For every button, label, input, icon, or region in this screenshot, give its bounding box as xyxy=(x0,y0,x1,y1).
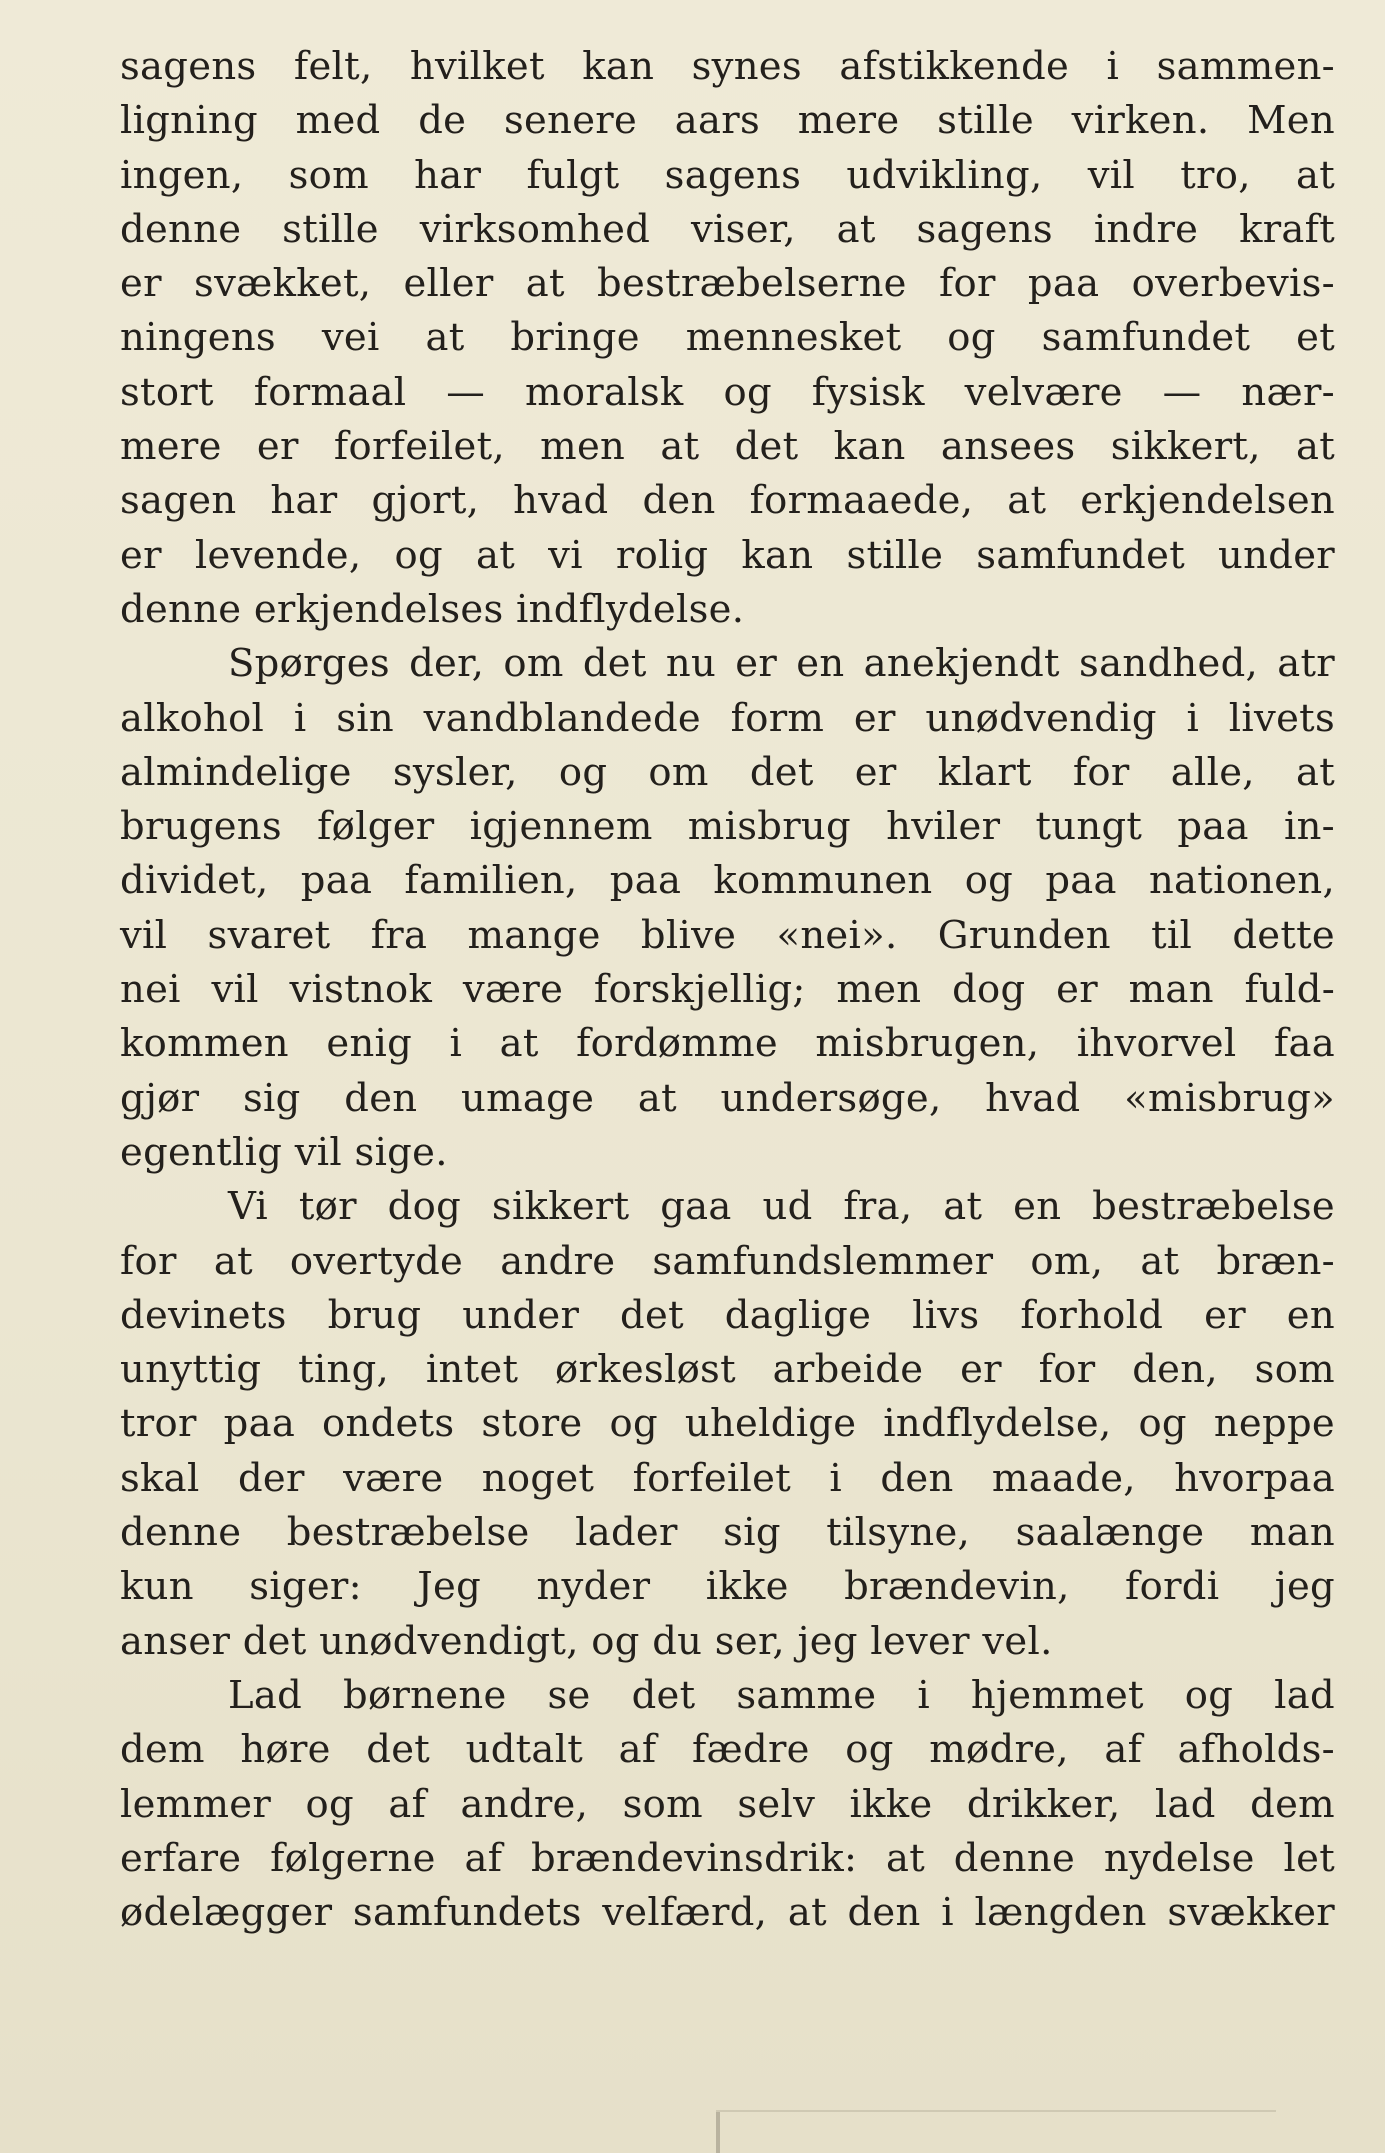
text-line: erfare følgerne af brændevinsdrik: at denne nydelse let xyxy=(120,1835,1335,1881)
text-line: lemmer og af andre, som selv ikke drikker, lad dem xyxy=(120,1781,1335,1827)
body-text xyxy=(120,40,1335,1940)
text-line: Vi tør dog sikkert gaa ud fra, at en bestræbelse xyxy=(228,1184,1335,1230)
text-line: alkohol i sin vandblandede form er unødvendig i livets xyxy=(120,695,1335,741)
text-line: for at overtyde andre samfundslemmer om, at bræn- xyxy=(120,1238,1335,1284)
text-line: almindelige sysler, og om det er klart for alle, at xyxy=(120,749,1335,795)
text-line: kun siger: Jeg nyder ikke brændevin, fordi jeg xyxy=(120,1564,1335,1610)
page-bottom-mark xyxy=(716,2112,720,2153)
text-line: brugens følger igjennem misbrug hviler tungt paa in- xyxy=(120,804,1335,850)
text-line: ødelægger samfundets velfærd, at den i længden svækker xyxy=(120,1890,1335,1936)
text-line: skal der være noget forfeilet i den maade, hvorpaa xyxy=(120,1455,1335,1501)
text-line: ligning med de senere aars mere stille virken. Men xyxy=(120,98,1335,144)
text-line: er svækket, eller at bestræbelserne for paa overbevis- xyxy=(120,261,1335,307)
text-line: sagens felt, hvilket kan synes afstikkende i sammen- xyxy=(120,44,1335,89)
page-bottom-rule xyxy=(716,2110,1276,2112)
text-line: dem høre det udtalt af fædre og mødre, af afholds- xyxy=(120,1727,1335,1773)
text-line: dividet, paa familien, paa kommunen og paa nationen, xyxy=(120,858,1335,904)
text-line: denne erkjendelses indflydelse. xyxy=(120,586,745,632)
text-line: nei vil vistnok være forskjellig; men dog er man fuld- xyxy=(120,967,1335,1013)
text-line: ningens vei at bringe mennesket og samfundet et xyxy=(120,315,1335,361)
text-line: Spørges der, om det nu er en anekjendt sandhed, atr xyxy=(228,641,1335,687)
text-line: mere er forfeilet, men at det kan ansees sikkert, at xyxy=(120,424,1335,470)
text-line: unyttig ting, intet ørkesløst arbeide er for den, som xyxy=(120,1347,1335,1393)
text-line: egentlig vil sige. xyxy=(120,1129,448,1175)
text-line: Lad børnene se det samme i hjemmet og lad xyxy=(228,1672,1335,1718)
text-line: vil svaret fra mange blive «nei». Grunden til dette xyxy=(120,912,1335,958)
text-line: kommen enig i at fordømme misbrugen, ihvorvel faa xyxy=(120,1021,1335,1067)
text-line: gjør sig den umage at undersøge, hvad «misbrug» xyxy=(120,1075,1335,1121)
text-line: er levende, og at vi rolig kan stille samfundet under xyxy=(120,532,1335,578)
text-line: ingen, som har fulgt sagens udvikling, vil tro, at xyxy=(120,152,1335,198)
text-line: denne stille virksomhed viser, at sagens indre kraft xyxy=(120,206,1335,252)
text-line: stort formaal — moralsk og fysisk velvære — nær- xyxy=(120,369,1335,415)
text-line: devinets brug under det daglige livs forhold er en xyxy=(120,1292,1335,1338)
text-line: tror paa ondets store og uheldige indflydelse, og neppe xyxy=(120,1401,1335,1447)
text-line: denne bestræbelse lader sig tilsyne, saalænge man xyxy=(120,1510,1335,1556)
text-line: anser det unødvendigt, og du ser, jeg lever vel. xyxy=(120,1618,1053,1664)
text-line: sagen har gjort, hvad den formaaede, at erkjendelsen xyxy=(120,478,1335,524)
